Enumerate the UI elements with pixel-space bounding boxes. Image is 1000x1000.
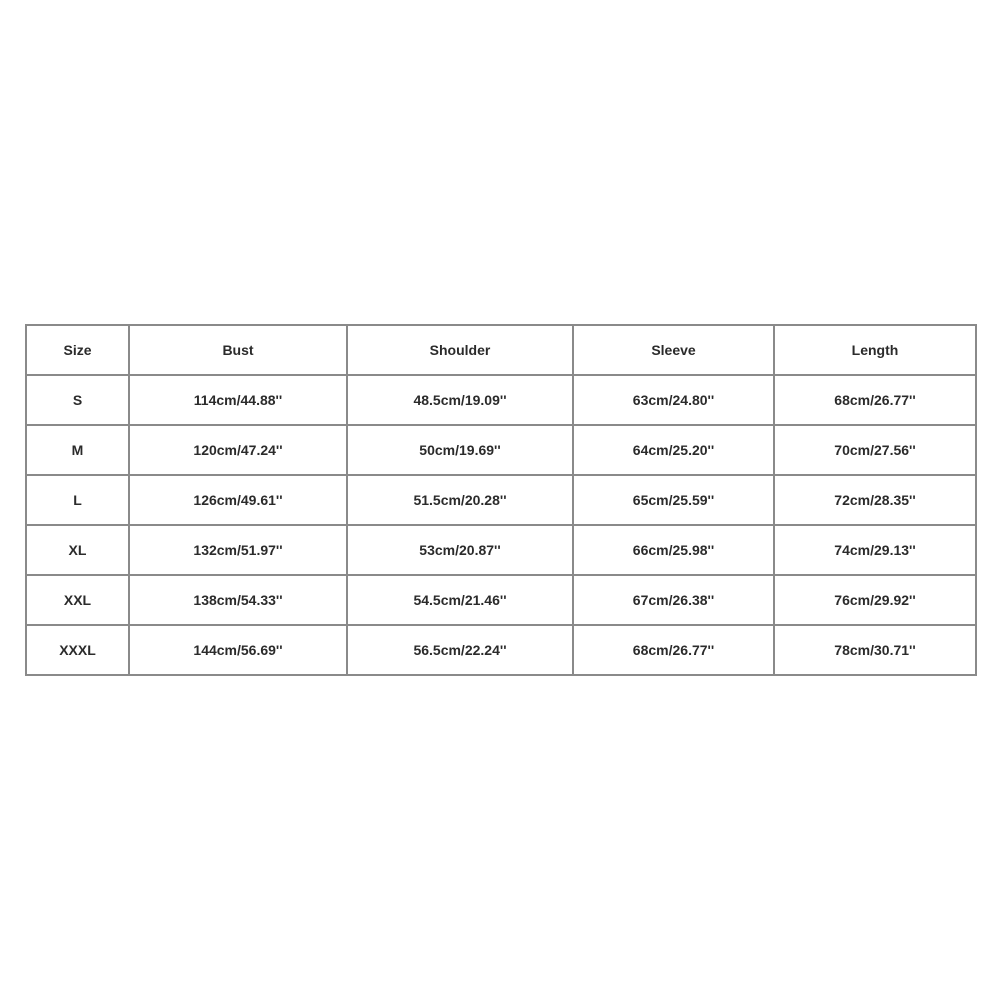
cell-shoulder: 51.5cm/20.28''	[347, 475, 573, 525]
header-length: Length	[774, 325, 976, 375]
cell-sleeve: 67cm/26.38''	[573, 575, 774, 625]
cell-sleeve: 66cm/25.98''	[573, 525, 774, 575]
header-sleeve: Sleeve	[573, 325, 774, 375]
table-row	[26, 475, 976, 525]
cell-length: 72cm/28.35''	[774, 475, 976, 525]
cell-size: XL	[26, 525, 129, 575]
table-row	[26, 525, 976, 575]
table-row	[26, 425, 976, 475]
cell-sleeve: 64cm/25.20''	[573, 425, 774, 475]
table-row	[26, 375, 976, 425]
table-header-row	[26, 325, 976, 375]
cell-shoulder: 53cm/20.87''	[347, 525, 573, 575]
header-bust: Bust	[129, 325, 347, 375]
cell-size: XXXL	[26, 625, 129, 675]
size-chart-table	[25, 324, 977, 676]
cell-size: S	[26, 375, 129, 425]
cell-bust: 120cm/47.24''	[129, 425, 347, 475]
cell-sleeve: 68cm/26.77''	[573, 625, 774, 675]
cell-size: XXL	[26, 575, 129, 625]
cell-length: 70cm/27.56''	[774, 425, 976, 475]
header-size: Size	[26, 325, 129, 375]
cell-bust: 132cm/51.97''	[129, 525, 347, 575]
cell-length: 74cm/29.13''	[774, 525, 976, 575]
cell-length: 78cm/30.71''	[774, 625, 976, 675]
cell-shoulder: 56.5cm/22.24''	[347, 625, 573, 675]
cell-length: 68cm/26.77''	[774, 375, 976, 425]
table-row	[26, 625, 976, 675]
cell-shoulder: 54.5cm/21.46''	[347, 575, 573, 625]
cell-shoulder: 50cm/19.69''	[347, 425, 573, 475]
cell-bust: 138cm/54.33''	[129, 575, 347, 625]
cell-bust: 144cm/56.69''	[129, 625, 347, 675]
cell-size: M	[26, 425, 129, 475]
cell-shoulder: 48.5cm/19.09''	[347, 375, 573, 425]
cell-size: L	[26, 475, 129, 525]
cell-sleeve: 63cm/24.80''	[573, 375, 774, 425]
table-row	[26, 575, 976, 625]
cell-sleeve: 65cm/25.59''	[573, 475, 774, 525]
cell-length: 76cm/29.92''	[774, 575, 976, 625]
cell-bust: 114cm/44.88''	[129, 375, 347, 425]
cell-bust: 126cm/49.61''	[129, 475, 347, 525]
header-shoulder: Shoulder	[347, 325, 573, 375]
